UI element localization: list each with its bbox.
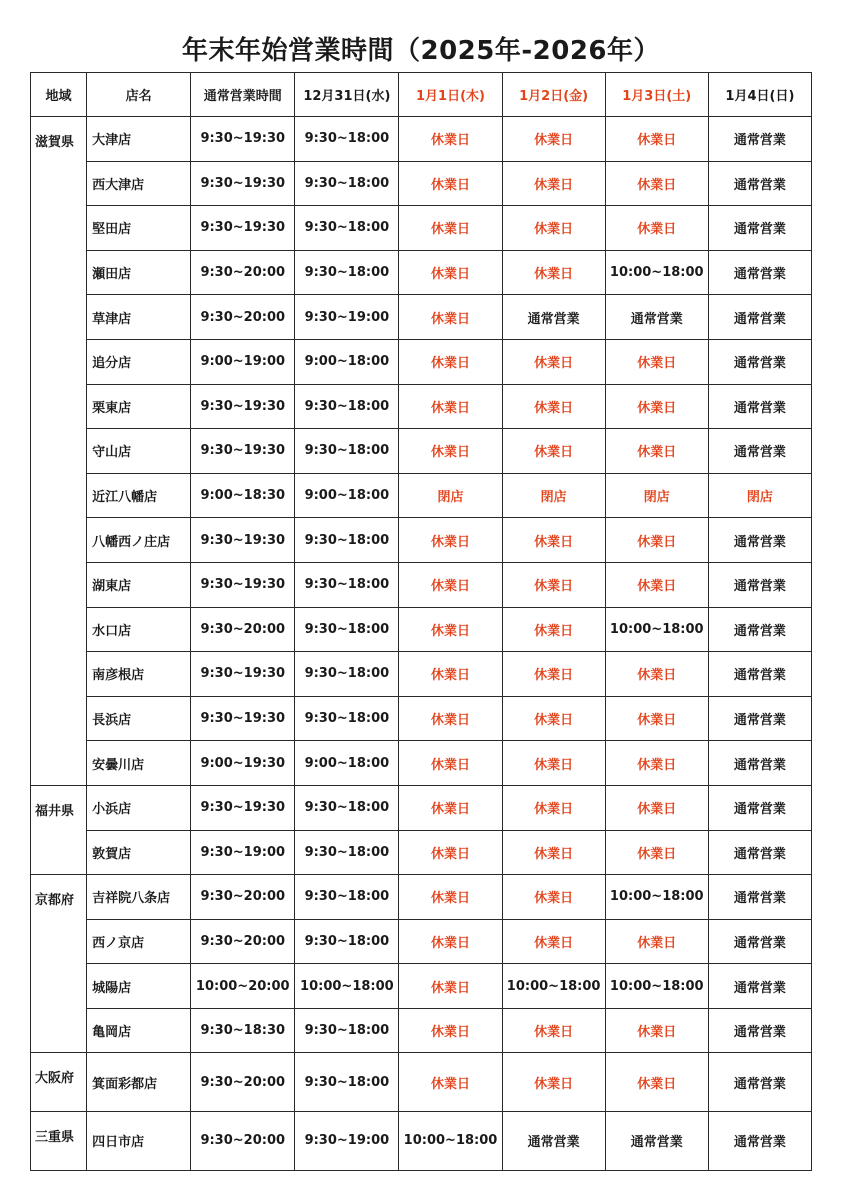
table-row bbox=[31, 741, 812, 786]
table-row bbox=[31, 785, 812, 830]
table-row bbox=[31, 919, 812, 964]
normal-hours-cell: 9:00~19:30 bbox=[191, 741, 295, 786]
jan3-cell: 10:00~18:00 bbox=[605, 250, 708, 295]
region-cell: 京都府 bbox=[31, 875, 87, 1053]
table-row bbox=[31, 384, 812, 429]
jan3-cell: 休業日 bbox=[605, 1008, 708, 1053]
store-name-cell: 栗東店 bbox=[87, 384, 191, 429]
dec31-cell: 9:30~19:00 bbox=[295, 1112, 399, 1171]
jan4-cell: 通常営業 bbox=[708, 117, 811, 162]
jan1-cell: 休業日 bbox=[399, 562, 502, 607]
store-name-cell: 安曇川店 bbox=[87, 741, 191, 786]
store-name-cell: 守山店 bbox=[87, 429, 191, 474]
normal-hours-cell: 9:30~19:30 bbox=[191, 562, 295, 607]
normal-hours-cell: 9:30~19:30 bbox=[191, 161, 295, 206]
dec31-cell: 9:30~18:00 bbox=[295, 206, 399, 251]
jan1-cell: 10:00~18:00 bbox=[399, 1112, 502, 1171]
jan4-cell: 通常営業 bbox=[708, 964, 811, 1009]
normal-hours-cell: 9:00~19:00 bbox=[191, 339, 295, 384]
jan3-cell: 通常営業 bbox=[605, 295, 708, 340]
jan3-cell: 10:00~18:00 bbox=[605, 875, 708, 920]
region-cell: 福井県 bbox=[31, 785, 87, 874]
dec31-cell: 9:30~18:00 bbox=[295, 161, 399, 206]
jan2-cell: 10:00~18:00 bbox=[502, 964, 605, 1009]
table-row bbox=[31, 250, 812, 295]
store-name-cell: 四日市店 bbox=[87, 1112, 191, 1171]
store-name-cell: 西大津店 bbox=[87, 161, 191, 206]
jan1-cell: 休業日 bbox=[399, 429, 502, 474]
normal-hours-cell: 9:30~19:30 bbox=[191, 117, 295, 162]
dec31-cell: 9:00~18:00 bbox=[295, 339, 399, 384]
jan4-cell: 通常営業 bbox=[708, 919, 811, 964]
jan1-cell: 休業日 bbox=[399, 919, 502, 964]
jan2-cell: 休業日 bbox=[502, 919, 605, 964]
jan4-cell: 通常営業 bbox=[708, 161, 811, 206]
jan4-cell: 通常営業 bbox=[708, 875, 811, 920]
jan1-cell: 休業日 bbox=[399, 161, 502, 206]
store-name-cell: 城陽店 bbox=[87, 964, 191, 1009]
jan4-cell: 閉店 bbox=[708, 473, 811, 518]
header-dec31: 12月31日(水) bbox=[295, 73, 399, 117]
normal-hours-cell: 9:30~19:30 bbox=[191, 206, 295, 251]
store-name-cell: 瀬田店 bbox=[87, 250, 191, 295]
table-row bbox=[31, 830, 812, 875]
table-row bbox=[31, 339, 812, 384]
jan2-cell: 休業日 bbox=[502, 652, 605, 697]
jan1-cell: 休業日 bbox=[399, 785, 502, 830]
jan1-cell: 休業日 bbox=[399, 696, 502, 741]
jan2-cell: 休業日 bbox=[502, 250, 605, 295]
jan1-cell: 休業日 bbox=[399, 295, 502, 340]
dec31-cell: 9:30~18:00 bbox=[295, 429, 399, 474]
store-name-cell: 敦賀店 bbox=[87, 830, 191, 875]
jan2-cell: 休業日 bbox=[502, 1008, 605, 1053]
jan4-cell: 通常営業 bbox=[708, 830, 811, 875]
header-store: 店名 bbox=[87, 73, 191, 117]
jan1-cell: 休業日 bbox=[399, 1053, 502, 1112]
store-name-cell: 亀岡店 bbox=[87, 1008, 191, 1053]
table-row bbox=[31, 295, 812, 340]
jan3-cell: 休業日 bbox=[605, 339, 708, 384]
jan3-cell: 休業日 bbox=[605, 652, 708, 697]
jan4-cell: 通常営業 bbox=[708, 518, 811, 563]
table-row bbox=[31, 607, 812, 652]
jan3-cell: 休業日 bbox=[605, 384, 708, 429]
jan2-cell: 閉店 bbox=[502, 473, 605, 518]
jan3-cell: 休業日 bbox=[605, 518, 708, 563]
jan2-cell: 休業日 bbox=[502, 696, 605, 741]
jan4-cell: 通常営業 bbox=[708, 696, 811, 741]
jan1-cell: 休業日 bbox=[399, 652, 502, 697]
jan1-cell: 休業日 bbox=[399, 964, 502, 1009]
store-name-cell: 箕面彩都店 bbox=[87, 1053, 191, 1112]
jan4-cell: 通常営業 bbox=[708, 250, 811, 295]
jan2-cell: 休業日 bbox=[502, 206, 605, 251]
jan1-cell: 休業日 bbox=[399, 1008, 502, 1053]
table-row bbox=[31, 696, 812, 741]
store-name-cell: 小浜店 bbox=[87, 785, 191, 830]
jan1-cell: 休業日 bbox=[399, 384, 502, 429]
store-name-cell: 長浜店 bbox=[87, 696, 191, 741]
normal-hours-cell: 9:30~18:30 bbox=[191, 1008, 295, 1053]
jan2-cell: 休業日 bbox=[502, 875, 605, 920]
dec31-cell: 9:30~18:00 bbox=[295, 518, 399, 563]
table-row bbox=[31, 206, 812, 251]
table-body bbox=[31, 117, 812, 1171]
jan2-cell: 休業日 bbox=[502, 384, 605, 429]
jan4-cell: 通常営業 bbox=[708, 384, 811, 429]
jan4-cell: 通常営業 bbox=[708, 206, 811, 251]
jan4-cell: 通常営業 bbox=[708, 785, 811, 830]
jan2-cell: 休業日 bbox=[502, 607, 605, 652]
jan4-cell: 通常営業 bbox=[708, 1112, 811, 1171]
dec31-cell: 9:30~18:00 bbox=[295, 830, 399, 875]
jan2-cell: 休業日 bbox=[502, 117, 605, 162]
jan3-cell: 休業日 bbox=[605, 741, 708, 786]
region-cell: 滋賀県 bbox=[31, 117, 87, 786]
normal-hours-cell: 9:30~20:00 bbox=[191, 875, 295, 920]
normal-hours-cell: 9:30~19:30 bbox=[191, 652, 295, 697]
dec31-cell: 9:30~18:00 bbox=[295, 562, 399, 607]
dec31-cell: 9:00~18:00 bbox=[295, 741, 399, 786]
table-row bbox=[31, 429, 812, 474]
jan1-cell: 休業日 bbox=[399, 117, 502, 162]
table-row bbox=[31, 1112, 812, 1171]
jan1-cell: 休業日 bbox=[399, 206, 502, 251]
store-name-cell: 南彦根店 bbox=[87, 652, 191, 697]
jan1-cell: 休業日 bbox=[399, 250, 502, 295]
normal-hours-cell: 9:30~19:00 bbox=[191, 830, 295, 875]
jan4-cell: 通常営業 bbox=[708, 1008, 811, 1053]
dec31-cell: 9:30~18:00 bbox=[295, 919, 399, 964]
jan1-cell: 休業日 bbox=[399, 607, 502, 652]
jan3-cell: 休業日 bbox=[605, 1053, 708, 1112]
normal-hours-cell: 9:30~19:30 bbox=[191, 696, 295, 741]
jan2-cell: 休業日 bbox=[502, 339, 605, 384]
jan2-cell: 休業日 bbox=[502, 785, 605, 830]
store-name-cell: 吉祥院八条店 bbox=[87, 875, 191, 920]
jan3-cell: 休業日 bbox=[605, 117, 708, 162]
store-name-cell: 水口店 bbox=[87, 607, 191, 652]
store-name-cell: 堅田店 bbox=[87, 206, 191, 251]
normal-hours-cell: 9:30~20:00 bbox=[191, 607, 295, 652]
jan3-cell: 休業日 bbox=[605, 161, 708, 206]
jan2-cell: 休業日 bbox=[502, 830, 605, 875]
table-row bbox=[31, 652, 812, 697]
header-jan1: 1月1日(木) bbox=[399, 73, 502, 117]
holiday-hours-table bbox=[30, 72, 812, 1171]
table-row bbox=[31, 473, 812, 518]
jan3-cell: 通常営業 bbox=[605, 1112, 708, 1171]
table-row bbox=[31, 1053, 812, 1112]
jan1-cell: 休業日 bbox=[399, 518, 502, 563]
store-name-cell: 大津店 bbox=[87, 117, 191, 162]
store-name-cell: 草津店 bbox=[87, 295, 191, 340]
normal-hours-cell: 9:30~20:00 bbox=[191, 1053, 295, 1112]
jan4-cell: 通常営業 bbox=[708, 607, 811, 652]
store-name-cell: 近江八幡店 bbox=[87, 473, 191, 518]
jan3-cell: 10:00~18:00 bbox=[605, 607, 708, 652]
jan4-cell: 通常営業 bbox=[708, 295, 811, 340]
jan3-cell: 閉店 bbox=[605, 473, 708, 518]
header-row bbox=[31, 73, 812, 117]
jan2-cell: 通常営業 bbox=[502, 1112, 605, 1171]
table-row bbox=[31, 875, 812, 920]
dec31-cell: 9:00~18:00 bbox=[295, 473, 399, 518]
jan3-cell: 休業日 bbox=[605, 919, 708, 964]
normal-hours-cell: 9:30~20:00 bbox=[191, 295, 295, 340]
jan4-cell: 通常営業 bbox=[708, 1053, 811, 1112]
jan2-cell: 休業日 bbox=[502, 1053, 605, 1112]
jan2-cell: 休業日 bbox=[502, 741, 605, 786]
jan2-cell: 通常営業 bbox=[502, 295, 605, 340]
jan4-cell: 通常営業 bbox=[708, 562, 811, 607]
dec31-cell: 9:30~18:00 bbox=[295, 384, 399, 429]
jan3-cell: 休業日 bbox=[605, 696, 708, 741]
jan3-cell: 休業日 bbox=[605, 206, 708, 251]
normal-hours-cell: 10:00~20:00 bbox=[191, 964, 295, 1009]
dec31-cell: 10:00~18:00 bbox=[295, 964, 399, 1009]
jan4-cell: 通常営業 bbox=[708, 741, 811, 786]
table-row bbox=[31, 518, 812, 563]
region-cell: 三重県 bbox=[31, 1112, 87, 1171]
table-row bbox=[31, 562, 812, 607]
jan2-cell: 休業日 bbox=[502, 161, 605, 206]
store-name-cell: 湖東店 bbox=[87, 562, 191, 607]
jan4-cell: 通常営業 bbox=[708, 429, 811, 474]
jan3-cell: 休業日 bbox=[605, 785, 708, 830]
jan4-cell: 通常営業 bbox=[708, 339, 811, 384]
header-jan4: 1月4日(日) bbox=[708, 73, 811, 117]
jan3-cell: 休業日 bbox=[605, 830, 708, 875]
jan1-cell: 閉店 bbox=[399, 473, 502, 518]
dec31-cell: 9:30~18:00 bbox=[295, 607, 399, 652]
table-row bbox=[31, 117, 812, 162]
jan3-cell: 休業日 bbox=[605, 562, 708, 607]
table-row bbox=[31, 964, 812, 1009]
header-normal-hours: 通常営業時間 bbox=[191, 73, 295, 117]
dec31-cell: 9:30~18:00 bbox=[295, 785, 399, 830]
normal-hours-cell: 9:30~19:30 bbox=[191, 518, 295, 563]
jan1-cell: 休業日 bbox=[399, 875, 502, 920]
header-jan3: 1月3日(土) bbox=[605, 73, 708, 117]
jan4-cell: 通常営業 bbox=[708, 652, 811, 697]
normal-hours-cell: 9:30~19:30 bbox=[191, 429, 295, 474]
jan1-cell: 休業日 bbox=[399, 741, 502, 786]
dec31-cell: 9:30~18:00 bbox=[295, 117, 399, 162]
jan3-cell: 10:00~18:00 bbox=[605, 964, 708, 1009]
dec31-cell: 9:30~19:00 bbox=[295, 295, 399, 340]
dec31-cell: 9:30~18:00 bbox=[295, 875, 399, 920]
normal-hours-cell: 9:30~20:00 bbox=[191, 919, 295, 964]
header-region: 地域 bbox=[31, 73, 87, 117]
normal-hours-cell: 9:30~19:30 bbox=[191, 785, 295, 830]
jan1-cell: 休業日 bbox=[399, 339, 502, 384]
normal-hours-cell: 9:00~18:30 bbox=[191, 473, 295, 518]
store-name-cell: 追分店 bbox=[87, 339, 191, 384]
dec31-cell: 9:30~18:00 bbox=[295, 1008, 399, 1053]
jan2-cell: 休業日 bbox=[502, 562, 605, 607]
header-jan2: 1月2日(金) bbox=[502, 73, 605, 117]
dec31-cell: 9:30~18:00 bbox=[295, 696, 399, 741]
table-row bbox=[31, 1008, 812, 1053]
jan3-cell: 休業日 bbox=[605, 429, 708, 474]
normal-hours-cell: 9:30~20:00 bbox=[191, 250, 295, 295]
dec31-cell: 9:30~18:00 bbox=[295, 1053, 399, 1112]
jan1-cell: 休業日 bbox=[399, 830, 502, 875]
jan2-cell: 休業日 bbox=[502, 518, 605, 563]
table-header bbox=[31, 73, 812, 117]
page-title: 年末年始営業時間（2025年-2026年） bbox=[181, 36, 661, 66]
table-row bbox=[31, 161, 812, 206]
normal-hours-cell: 9:30~20:00 bbox=[191, 1112, 295, 1171]
region-cell: 大阪府 bbox=[31, 1053, 87, 1112]
dec31-cell: 9:30~18:00 bbox=[295, 250, 399, 295]
normal-hours-cell: 9:30~19:30 bbox=[191, 384, 295, 429]
store-name-cell: 八幡西ノ庄店 bbox=[87, 518, 191, 563]
store-name-cell: 西ノ京店 bbox=[87, 919, 191, 964]
jan2-cell: 休業日 bbox=[502, 429, 605, 474]
dec31-cell: 9:30~18:00 bbox=[295, 652, 399, 697]
